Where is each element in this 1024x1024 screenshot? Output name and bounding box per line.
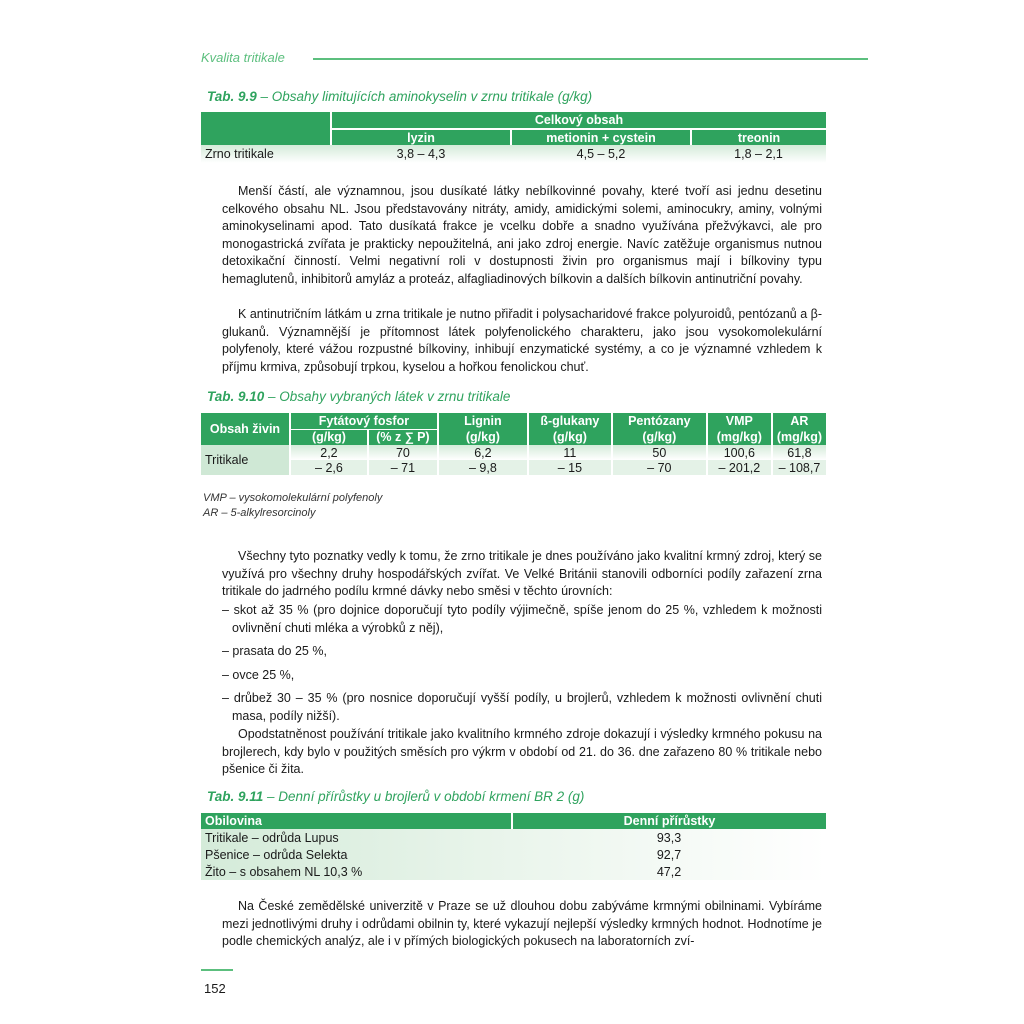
page-number: 152: [204, 981, 226, 996]
col-header: treonin: [691, 129, 826, 145]
value-cell: 50: [612, 445, 707, 460]
col-subheader: (g/kg): [438, 429, 528, 445]
corner-cell: [201, 112, 331, 145]
footer-rule: [201, 969, 233, 971]
table-9-11-caption: [207, 789, 584, 804]
value-cell: – 15: [528, 460, 612, 475]
paragraph: Na České zemědělské univerzitě v Praze se už dlouhou dobu zabýváme krmnými obilninami. Vybíráme mezi jednotlivými druhy i odrůdami obilnin ty, které vykazují nejlepší výsledky krmných hodnot. Hodnotíme je podle chemických analýz, ale i v přímých biologických pokusech na laboratorních zví-: [222, 899, 822, 948]
caption-number: Tab. 9.9: [207, 89, 257, 104]
col-header: lyzin: [331, 129, 511, 145]
col-header: Fytátový fosfor: [290, 413, 438, 429]
col-subheader: (g/kg): [290, 429, 368, 445]
value-cell: – 108,7: [772, 460, 826, 475]
caption-text: – Obsahy limitujících aminokyselin v zrnu tritikale (g/kg): [256, 89, 593, 104]
group-header: Celkový obsah: [331, 112, 826, 129]
col-header: Denní přírůstky: [512, 813, 826, 829]
value-cell: 11: [528, 445, 612, 460]
paragraph: Opodstatněnost používání tritikale jako kvalitního krmného zdroje dokazují i výsledky krmného pokusu na brojlerech, kdy bylo v použitých směsích pro výkrm v období od 21. do 36. dne zařazeno 80 % tritikale nebo pšenice či žita.: [222, 727, 822, 776]
value-cell: 2,2: [290, 445, 368, 460]
col-header: ß-glukany: [528, 413, 612, 429]
row-label: Zrno tritikale: [205, 147, 274, 161]
table-9-10-caption: [207, 389, 510, 404]
table-9-9-caption: [207, 89, 592, 104]
col-header: AR: [772, 413, 826, 429]
value-cell: – 71: [368, 460, 438, 475]
table-9-11: [201, 813, 826, 880]
list-item: – drůbež 30 – 35 % (pro nosnice doporučují vyšší podíly, u brojlerů, vzhledem k možnosti ovlivnění chuti masa, podíly nižší).: [222, 691, 822, 723]
list-item: – ovce 25 %,: [222, 667, 295, 682]
caption-text: – Denní přírůstky u brojlerů v období krmení BR 2 (g): [263, 789, 585, 804]
col-header: metionin + cystein: [511, 129, 691, 145]
value-cell: 4,5 – 5,2: [576, 147, 626, 161]
col-subheader: (g/kg): [528, 429, 612, 445]
col-header: Obsah živin: [201, 413, 290, 445]
table-9-9: [201, 112, 826, 163]
col-header: VMP: [707, 413, 772, 429]
value-cell: – 9,8: [438, 460, 528, 475]
col-subheader: (mg/kg): [707, 429, 772, 445]
caption-number: Tab. 9.11: [207, 789, 264, 804]
value-cell: 93,3: [656, 830, 682, 845]
col-subheader: (g/kg): [612, 429, 707, 445]
caption-number: Tab. 9.10: [207, 389, 265, 404]
value-cell: 6,2: [438, 445, 528, 460]
value-cell: – 201,2: [707, 460, 772, 475]
col-header: Pentózany: [612, 413, 707, 429]
caption-text: – Obsahy vybraných látek v zrnu tritikale: [264, 389, 511, 404]
table-note: VMP – vysokomolekulární polyfenoly: [203, 492, 383, 504]
row-label: Pšenice – odrůda Selekta: [205, 847, 348, 862]
row-label: Tritikale: [201, 445, 290, 475]
value-cell: 3,8 – 4,3: [396, 147, 446, 161]
col-header: Obilovina: [201, 813, 512, 829]
value-cell: 61,8: [772, 445, 826, 460]
row-label: Tritikale – odrůda Lupus: [205, 830, 339, 845]
value-cell: – 2,6: [290, 460, 368, 475]
value-cell: 70: [368, 445, 438, 460]
paragraph: Všechny tyto poznatky vedly k tomu, že zrno tritikale je dnes používáno jako kvalitní krmný zdroj, který se využívá pro všechny druhy hospodářských zvířat. Ve Velké Británii stanovili odborníci podíly zařazení zrna tritikale do jadrného podílu krmné dávky nebo směsi v těchto úrovních:: [222, 549, 822, 598]
value-cell: 92,7: [656, 847, 682, 862]
value-cell: – 70: [612, 460, 707, 475]
table-9-10: [201, 413, 826, 475]
col-subheader: (% z ∑ P): [368, 429, 438, 445]
col-header: Lignin: [438, 413, 528, 429]
value-cell: 47,2: [656, 864, 682, 879]
header-rule: [313, 58, 868, 60]
list: [222, 602, 822, 725]
row-label: Žito – s obsahem NL 10,3 %: [205, 864, 363, 879]
paragraph: Menší částí, ale významnou, jsou dusíkaté látky nebílkovinné povahy, které tvoří asi jednu desetinu celkového obsahu NL. Jsou představovány nitráty, amidy, amidickými solemi, aminocukry, aminy, volnými aminokyselinami apod. Tato dusíkatá frakce je vcelku dobře a snadno využívána přežvýkavci, ale pro monogastrická zvířata je prakticky nepoužitelná, ani jako zdroj energie. Navíc zatěžuje organismus nutnou detoxikační činností. Velmi negativní roli v dostupnosti živin pro organismus mají i bílkoviny typu hemaglutenů, inhibitorů amyláz a proteáz, alfagliadinových bílkovin a dalších bílkovin antinutriční povahy.: [222, 184, 822, 286]
list-item: – prasata do 25 %,: [222, 644, 327, 658]
paragraph: K antinutričním látkám u zrna tritikale je nutno přiřadit i polysacharidové frakce polyuroidů, pentózanů a β-glukanů. Významnější je přítomnost látek polyfenolického charakteru, jako jsou vysokomolekulární polyfenoly, které vážou rozpustné bílkoviny, inhibují enzymatické systémy, a co je významné vzhledem k příjmu krmiva, způsobují trpkou, kyselou a hořkou fenolickou chuť.: [222, 307, 822, 374]
col-subheader: (mg/kg): [772, 429, 826, 445]
list-item: – skot až 35 % (pro dojnice doporučují tyto podíly výjimečně, spíše jenom do 25 %, vzhledem k možnosti ovlivnění chuti mléka a výrobků z něj),: [222, 603, 822, 635]
value-cell: 1,8 – 2,1: [734, 147, 783, 161]
value-cell: 100,6: [707, 445, 772, 460]
table-note: AR – 5-alkylresorcinoly: [203, 507, 316, 519]
running-header: Kvalita tritikale: [201, 50, 285, 65]
